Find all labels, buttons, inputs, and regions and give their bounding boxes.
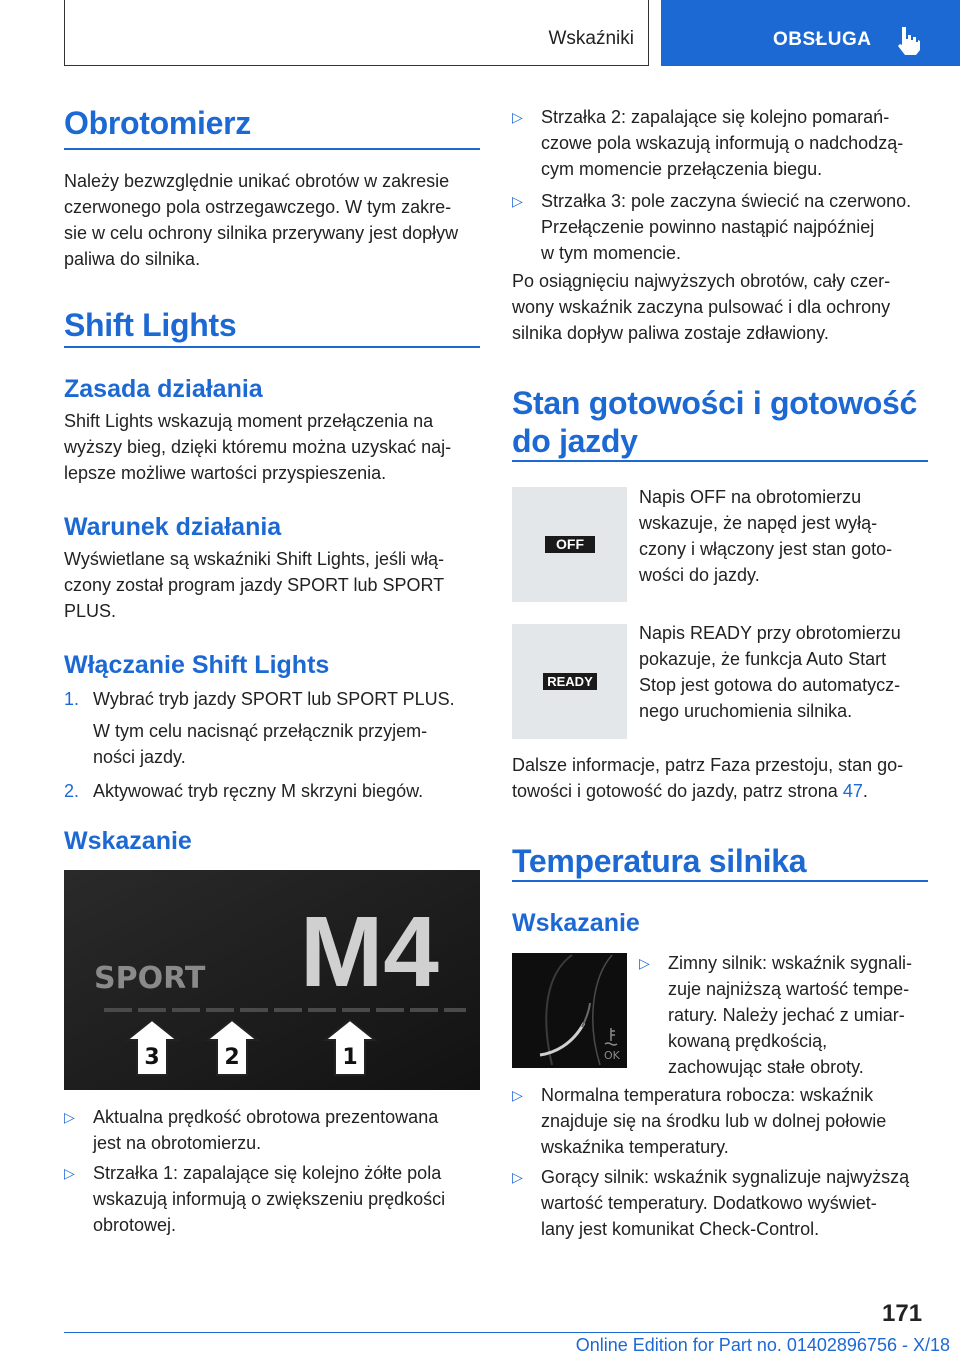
gear-indicator: M4: [300, 896, 439, 1008]
bullet-text: Strzałka 3: pole zaczyna świecić na czerwono. Przełączenie powinno nastąpić najpóźniej w tym momencie.: [541, 191, 912, 263]
header-section-label: Wskaźniki: [548, 28, 634, 49]
heading-warunek: Warunek działania: [64, 513, 282, 541]
ready-label: READY: [547, 674, 593, 689]
heading-rule: [64, 148, 480, 150]
paragraph-max-rpm: Po osiągnięciu najwyższych obrotów, cały czer- wony wskaźnik zaczyna pulsować i dla ochrony silnika dopływ paliwa zostaje zdławiony.: [512, 271, 891, 343]
heading-temperatura: Temperatura silnika: [512, 843, 807, 879]
coolant-temperature-icon: [605, 1028, 617, 1045]
off-indicator-image: [512, 487, 627, 602]
step-number: 2.: [64, 781, 80, 801]
bullet-triangle-icon: ▷: [64, 1109, 75, 1125]
off-label: OFF: [556, 536, 584, 552]
heading-rule: [512, 880, 928, 882]
bullet-triangle-icon: ▷: [64, 1165, 75, 1181]
page-number: 171: [882, 1300, 923, 1327]
sport-mode-label: SPORT: [94, 961, 206, 996]
step-text: Aktywować tryb ręczny M skrzyni biegów.: [93, 781, 424, 801]
hand-pointer-icon: [893, 24, 923, 56]
gauge-ok-label: OK: [604, 1049, 620, 1062]
bullet-triangle-icon: ▷: [512, 109, 523, 125]
bullet-triangle-icon: ▷: [512, 1087, 523, 1103]
bullet-text: Gorący silnik: wskaźnik sygnalizuje najwyższą wartość temperatury. Dodatkowo wyświet- lany jest komunikat Check-Control.: [541, 1167, 910, 1239]
step-number: 1.: [64, 689, 80, 709]
bullet-triangle-icon: ▷: [512, 193, 523, 209]
bullet-text: Strzałka 1: zapalające się kolejno żółte pola wskazują informują o zwiększeniu prędkości obrotowej.: [93, 1163, 446, 1235]
bullet-text: Zimny silnik: wskaźnik sygnali- zuje najniższą wartość tempe- ratury. Należy jechać z umiar- kowaną prędkością, zachowując stałe obroty.: [668, 953, 913, 1077]
paragraph-obrotomierz: Należy bezwzględnie unikać obrotów w zakresie czerwonego pola ostrzegawczego. W tym zakre- sie w celu ochrony silnika przerywany jest dopływ paliwa do silnika.: [64, 171, 459, 269]
shift-lights-display-image: [64, 870, 480, 1090]
step-subtext: W tym celu nacisnąć przełącznik przyjem- ności jazdy.: [93, 721, 428, 767]
heading-stan-gotowosci: Stan gotowości i gotowość do jazdy: [512, 385, 917, 459]
bullet-text: Strzałka 2: zapalające się kolejno pomarań- czowe pola wskazują informują o nadchodzą- cym momencie przełączenia biegu.: [541, 107, 904, 179]
arrow-1-label: 1: [342, 1045, 358, 1070]
paragraph-off: Napis OFF na obrotomierzu wskazuje, że napęd jest wyłą- czony i włączony jest stan goto- wości do jazdy.: [639, 487, 893, 585]
heading-wlaczanie: Włączanie Shift Lights: [64, 651, 330, 679]
bullet-triangle-icon: ▷: [639, 955, 650, 971]
heading-wskazanie-temp: Wskazanie: [512, 909, 640, 937]
paragraph-zasada: Shift Lights wskazują moment przełączenia na wyższy bieg, dzięki któremu można uzyskać naj- lepsze możliwe wartości przyspieszenia.: [64, 411, 452, 483]
page-link[interactable]: 47: [842, 781, 863, 801]
footer-edition: Online Edition for Part no. 01402896756 - X/18: [575, 1335, 950, 1355]
paragraph-warunek: Wyświetlane są wskaźniki Shift Lights, jeśli włą- czony został program jazdy SPORT lub SPORT PLUS.: [64, 549, 445, 621]
ready-indicator-image: [512, 624, 627, 739]
heading-rule: [64, 346, 480, 348]
paragraph-ready: Napis READY przy obrotomierzu pokazuje, że funkcja Auto Start Stop jest gotowa do automatycz- nego uruchomienia silnika.: [639, 623, 901, 721]
heading-zasada: Zasada działania: [64, 375, 263, 403]
step-text: Wybrać tryb jazdy SPORT lub SPORT PLUS.: [93, 689, 455, 709]
bullet-triangle-icon: ▷: [512, 1169, 523, 1185]
bullet-text: Normalna temperatura robocza: wskaźnik znajduje się na środku lub w dolnej połowie wskaźnika temperatury.: [541, 1085, 887, 1157]
heading-obrotomierz: Obrotomierz: [64, 105, 251, 141]
temperature-gauge-image: [512, 953, 627, 1068]
heading-shift-lights: Shift Lights: [64, 307, 237, 343]
paragraph-dalsze: Dalsze informacje, patrz Faza przestoju, stan go- towości i gotowość do jazdy, patrz strona 47.: [512, 755, 904, 801]
header-section-tab: [64, 0, 649, 66]
heading-rule: [512, 460, 928, 462]
arrow-2-label: 2: [224, 1045, 240, 1070]
heading-wskazanie: Wskazanie: [64, 827, 192, 855]
header-chapter-label: OBSŁUGA: [773, 29, 872, 50]
footer-rule: [64, 1332, 860, 1333]
arrow-3-label: 3: [144, 1045, 160, 1070]
bullet-text: Aktualna prędkość obrotowa prezentowana jest na obrotomierzu.: [93, 1107, 439, 1153]
